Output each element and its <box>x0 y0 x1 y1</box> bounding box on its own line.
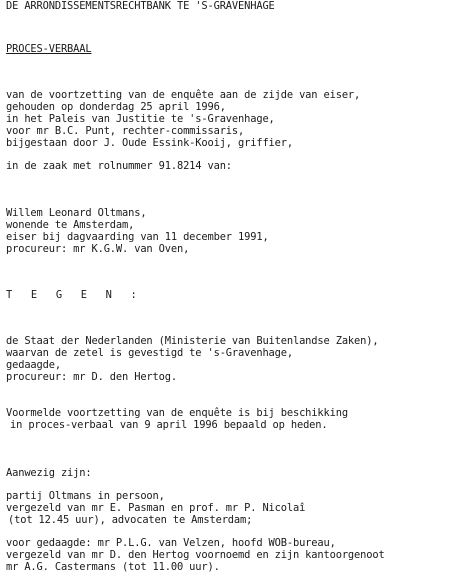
present-defendant-line: voor gedaagde: mr P.L.G. van Velzen, hoofd WOB-bureau, <box>6 537 336 549</box>
case-number-line: in de zaak met rolnummer 91.8214 van: <box>6 160 232 172</box>
present-defendant-line: mr A.G. Castermans (tot 11.00 uur). <box>6 561 220 573</box>
plaintiff-line: procureur: mr K.G.W. van Oven, <box>6 243 190 255</box>
plaintiff-line: wonende te Amsterdam, <box>6 219 135 231</box>
plaintiff-line: eiser bij dagvaarding van 11 december 1991, <box>6 231 269 243</box>
ruling-line: Voormelde voortzetting van de enquête is bij beschikking <box>6 407 348 419</box>
defendant-line: de Staat der Nederlanden (Ministerie van Buitenlandse Zaken), <box>6 335 379 347</box>
present-party-line: vergezeld van mr E. Pasman en prof. mr P. Nicolaî <box>6 502 306 514</box>
defendant-line: gedaagde, <box>6 359 61 371</box>
tegen-heading: T E G E N : <box>6 289 144 301</box>
defendant-line: procureur: mr D. den Hertog. <box>6 371 177 383</box>
present-heading: Aanwezig zijn: <box>6 467 92 479</box>
plaintiff-line: Willem Leonard Oltmans, <box>6 207 147 219</box>
ruling-line: in proces-verbaal van 9 april 1996 bepaald op heden. <box>10 419 328 431</box>
present-defendant-line: vergezeld van mr D. den Hertog voornoemd en zijn kantoorgenoot <box>6 549 385 561</box>
present-party-line: (tot 12.45 uur), advocaten te Amsterdam; <box>8 514 253 526</box>
defendant-line: waarvan de zetel is gevestigd te 's-Gravenhage, <box>6 347 293 359</box>
intro-line: bijgestaan door J. Oude Essink-Kooij, griffier, <box>6 137 293 149</box>
intro-line: van de voortzetting van de enquête aan de zijde van eiser, <box>6 89 361 101</box>
court-header: DE ARRONDISSEMENTSRECHTBANK TE 'S-GRAVENHAGE <box>6 0 275 12</box>
present-party-line: partij Oltmans in persoon, <box>6 490 165 502</box>
intro-line: in het Paleis van Justitie te 's-Gravenhage, <box>6 113 275 125</box>
intro-line: voor mr B.C. Punt, rechter-commissaris, <box>6 125 245 137</box>
document-title: PROCES-VERBAAL <box>6 43 92 55</box>
intro-line: gehouden op donderdag 25 april 1996, <box>6 101 226 113</box>
